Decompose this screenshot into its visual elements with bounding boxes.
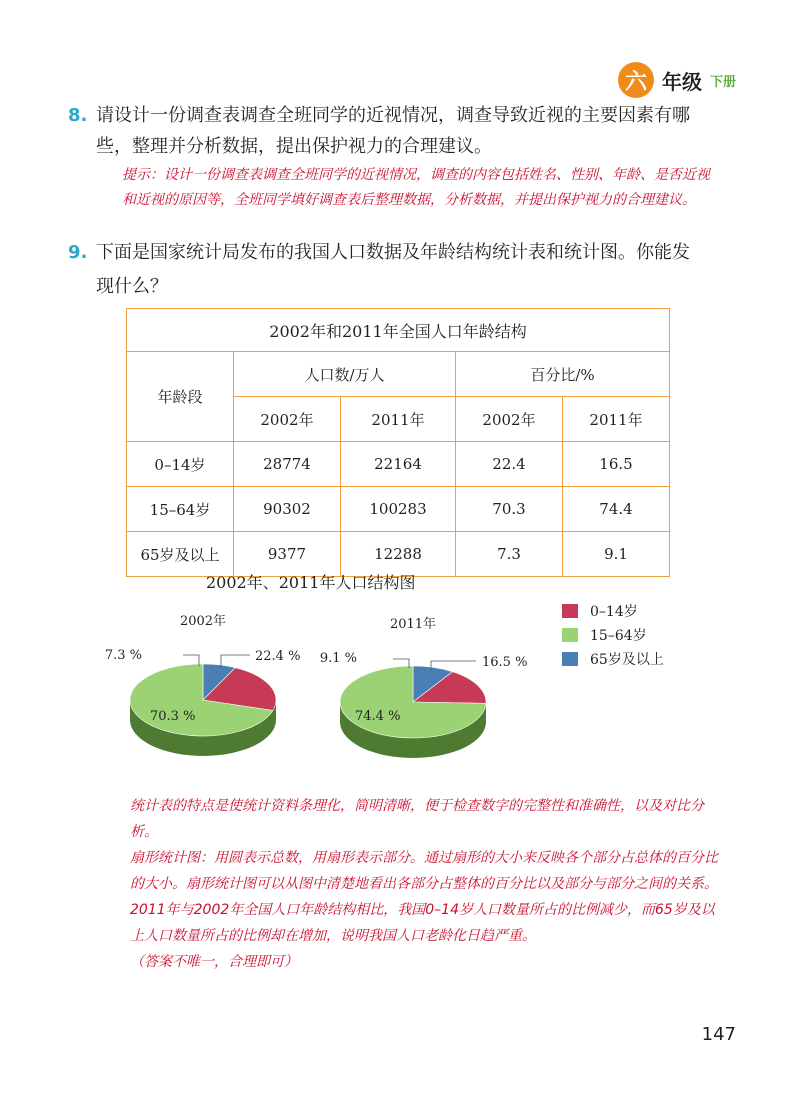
header-pop-2002: 2002年 (234, 397, 341, 442)
question-9-number: 9. (68, 242, 88, 263)
cell-pop-2011: 100283 (340, 487, 455, 532)
pie-label: 74.4 % (355, 709, 401, 724)
pie-charts (0, 595, 800, 775)
pie-label: 22.4 % (255, 649, 301, 664)
header-pct-2011: 2011年 (563, 397, 670, 442)
chart-title: 2002年、2011年人口结构图 (206, 573, 416, 592)
answer-paragraph: 扇形统计图：用圆表示总数，用扇形表示部分。通过扇形的大小来反映各个部分占总体的百分比的大小。扇形统计图可以从图中清楚地看出各部分占整体的百分比以及部分与部分之间的关系。 (130, 850, 718, 892)
table-row (127, 487, 670, 532)
chart-legend (562, 600, 664, 672)
question-9 (68, 236, 706, 304)
pie-title: 2011年 (389, 617, 437, 632)
answer-paragraph: 2011年与2002年全国人口年龄结构相比，我国0–14岁人口数量所占的比例减少，而65岁及以上人口数量所占的比例却在增加，说明我国人口老龄化日趋严重。 (130, 902, 715, 944)
legend-item (562, 600, 664, 622)
cell-pct-2011: 74.4 (563, 487, 670, 532)
legend-swatch (562, 652, 578, 666)
legend-label: 0–14岁 (590, 604, 638, 620)
cell-pop-2002: 28774 (234, 442, 341, 487)
cell-age: 15–64岁 (127, 487, 234, 532)
header-age: 年龄段 (127, 352, 234, 442)
cell-age: 65岁及以上 (127, 532, 234, 577)
legend-label: 65岁及以上 (590, 652, 664, 668)
cell-pop-2002: 90302 (234, 487, 341, 532)
cell-pct-2011: 9.1 (563, 532, 670, 577)
legend-label: 15–64岁 (590, 628, 647, 644)
cell-pop-2011: 22164 (340, 442, 455, 487)
pie-label: 16.5 % (482, 655, 528, 670)
grade-label: 年级 (661, 69, 702, 94)
question-9-text: 下面是国家统计局发布的我国人口数据及年龄结构统计表和统计图。你能发现什么？ (96, 242, 690, 297)
header-percent: 百分比/% (456, 352, 670, 397)
grade-sub: 下册 (709, 74, 736, 90)
legend-item (562, 648, 664, 670)
question-8-text: 请设计一份调查表调查全班同学的近视情况，调查导致近视的主要因素有哪些，整理并分析数据，提出保护视力的合理建议。 (96, 105, 690, 157)
cell-pct-2002: 7.3 (456, 532, 563, 577)
answer-block (130, 793, 720, 975)
legend-item (562, 624, 664, 646)
cell-pop-2011: 12288 (340, 532, 455, 577)
header-pct-2002: 2002年 (456, 397, 563, 442)
grade-glyph: 六 (618, 62, 654, 98)
pie-label: 70.3 % (150, 709, 196, 724)
cell-pct-2002: 22.4 (456, 442, 563, 487)
population-table (126, 308, 670, 577)
cell-pct-2002: 70.3 (456, 487, 563, 532)
header-pop-2011: 2011年 (340, 397, 455, 442)
answer-paragraph: 统计表的特点是使统计资料条理化，简明清晰，便于检查数字的完整性和准确性，以及对比分析。 (130, 798, 704, 840)
legend-swatch (562, 628, 578, 642)
table-caption: 2002年和2011年全国人口年龄结构 (127, 309, 670, 352)
pie-label: 9.1 % (319, 651, 357, 666)
cell-pct-2011: 16.5 (563, 442, 670, 487)
table-row (127, 442, 670, 487)
page-number: 147 (701, 1024, 736, 1045)
answer-paragraph: （答案不唯一，合理即可） (130, 954, 298, 970)
question-8-number: 8. (68, 105, 88, 126)
grade-badge (618, 62, 736, 98)
cell-pop-2002: 9377 (234, 532, 341, 577)
cell-age: 0–14岁 (127, 442, 234, 487)
question-8 (68, 100, 706, 162)
question-8-hint: 提示：设计一份调查表调查全班同学的近视情况，调查的内容包括姓名、性别、年龄、是否近视和近视的原因等，全班同学填好调查表后整理数据，分析数据，并提出保护视力的合理建议。 (122, 167, 710, 208)
pie-label: 7.3 % (104, 648, 142, 663)
legend-swatch (562, 604, 578, 618)
header-population: 人口数/万人 (234, 352, 456, 397)
pie-title: 2002年 (179, 614, 227, 629)
